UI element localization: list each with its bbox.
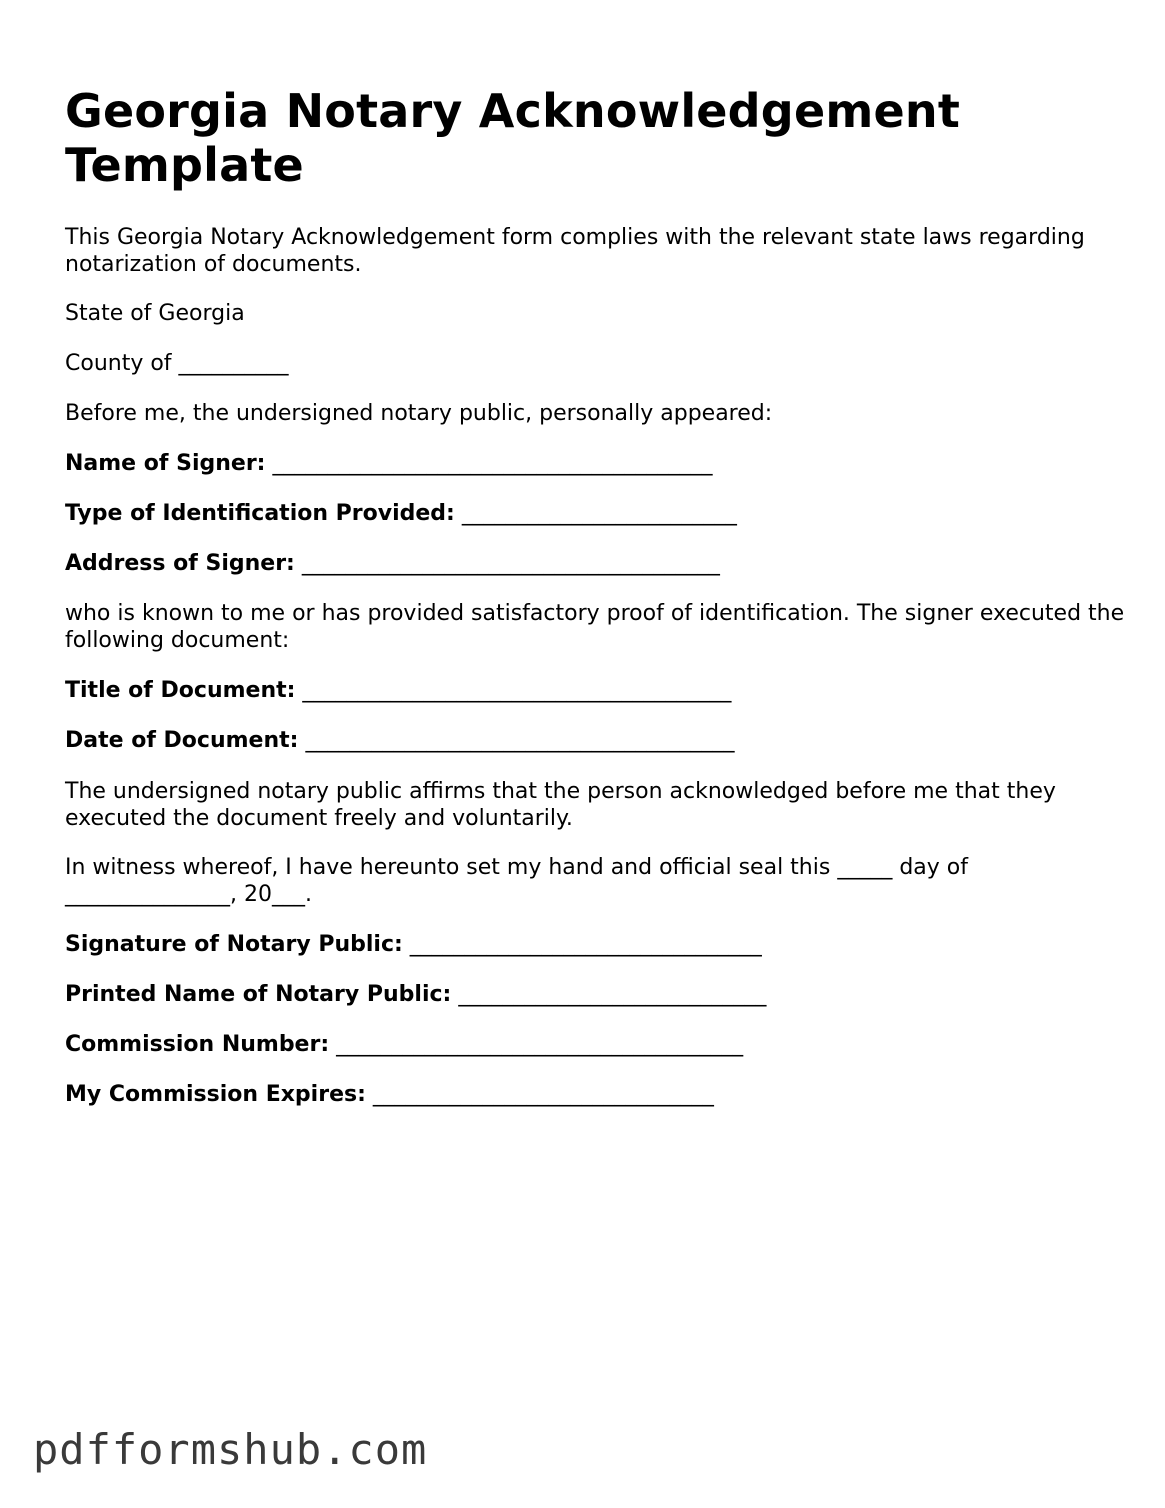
intro-paragraph: This Georgia Notary Acknowledgement form complies with the relevant state laws regarding notarization of documents. <box>65 225 1085 277</box>
witness-line-2: _______________, 20___. <box>65 882 312 907</box>
address-of-signer-field <box>65 550 1125 577</box>
page-title <box>65 84 1125 192</box>
state-line: State of Georgia <box>65 301 245 326</box>
address-of-signer-label: Address of Signer: <box>65 551 295 576</box>
known-to-me-paragraph: who is known to me or has provided satisfactory proof of identification. The signer executed the following document: <box>65 601 1125 653</box>
address-of-signer-blank: ______________________________________ <box>294 551 720 576</box>
printed-name-notary-field <box>65 981 1125 1008</box>
commission-number-blank: _____________________________________ <box>329 1032 744 1057</box>
commission-number-field <box>65 1031 1125 1058</box>
commission-expires-blank: _______________________________ <box>365 1082 714 1107</box>
document-page <box>65 84 1125 1107</box>
signature-notary-field <box>65 931 1125 958</box>
watermark: pdfformshub.com <box>33 1425 428 1474</box>
commission-expires-label: My Commission Expires: <box>65 1082 366 1107</box>
county-line: County of __________ <box>65 351 289 376</box>
date-of-document-label: Date of Document: <box>65 728 299 753</box>
type-of-id-field <box>65 500 1125 527</box>
affirms-paragraph: The undersigned notary public affirms that the person acknowledged before me that they executed the document freely and voluntarily. <box>65 779 1056 831</box>
name-of-signer-label: Name of Signer: <box>65 451 266 476</box>
title-of-document-blank: _______________________________________ <box>295 678 732 703</box>
date-of-document-field <box>65 727 1125 754</box>
type-of-id-label: Type of Identification Provided: <box>65 501 455 526</box>
title-of-document-field <box>65 677 1125 704</box>
printed-name-notary-blank: ____________________________ <box>451 982 767 1007</box>
witness-paragraph <box>65 854 1125 908</box>
witness-line-1: In witness whereof, I have hereunto set my hand and official seal this _____ day of <box>65 855 968 880</box>
name-of-signer-field <box>65 450 1125 477</box>
before-me-line: Before me, the undersigned notary public, personally appeared: <box>65 401 773 426</box>
type-of-id-blank: _________________________ <box>454 501 737 526</box>
name-of-signer-blank: ________________________________________ <box>265 451 713 476</box>
signature-notary-blank: ________________________________ <box>402 932 762 957</box>
signature-notary-label: Signature of Notary Public: <box>65 932 403 957</box>
title-line-1: Georgia Notary Acknowledgement <box>65 84 961 138</box>
title-line-2: Template <box>65 138 304 192</box>
commission-number-label: Commission Number: <box>65 1032 330 1057</box>
commission-expires-field <box>65 1081 1125 1108</box>
printed-name-notary-label: Printed Name of Notary Public: <box>65 982 452 1007</box>
date-of-document-blank: _______________________________________ <box>298 728 735 753</box>
title-of-document-label: Title of Document: <box>65 678 296 703</box>
